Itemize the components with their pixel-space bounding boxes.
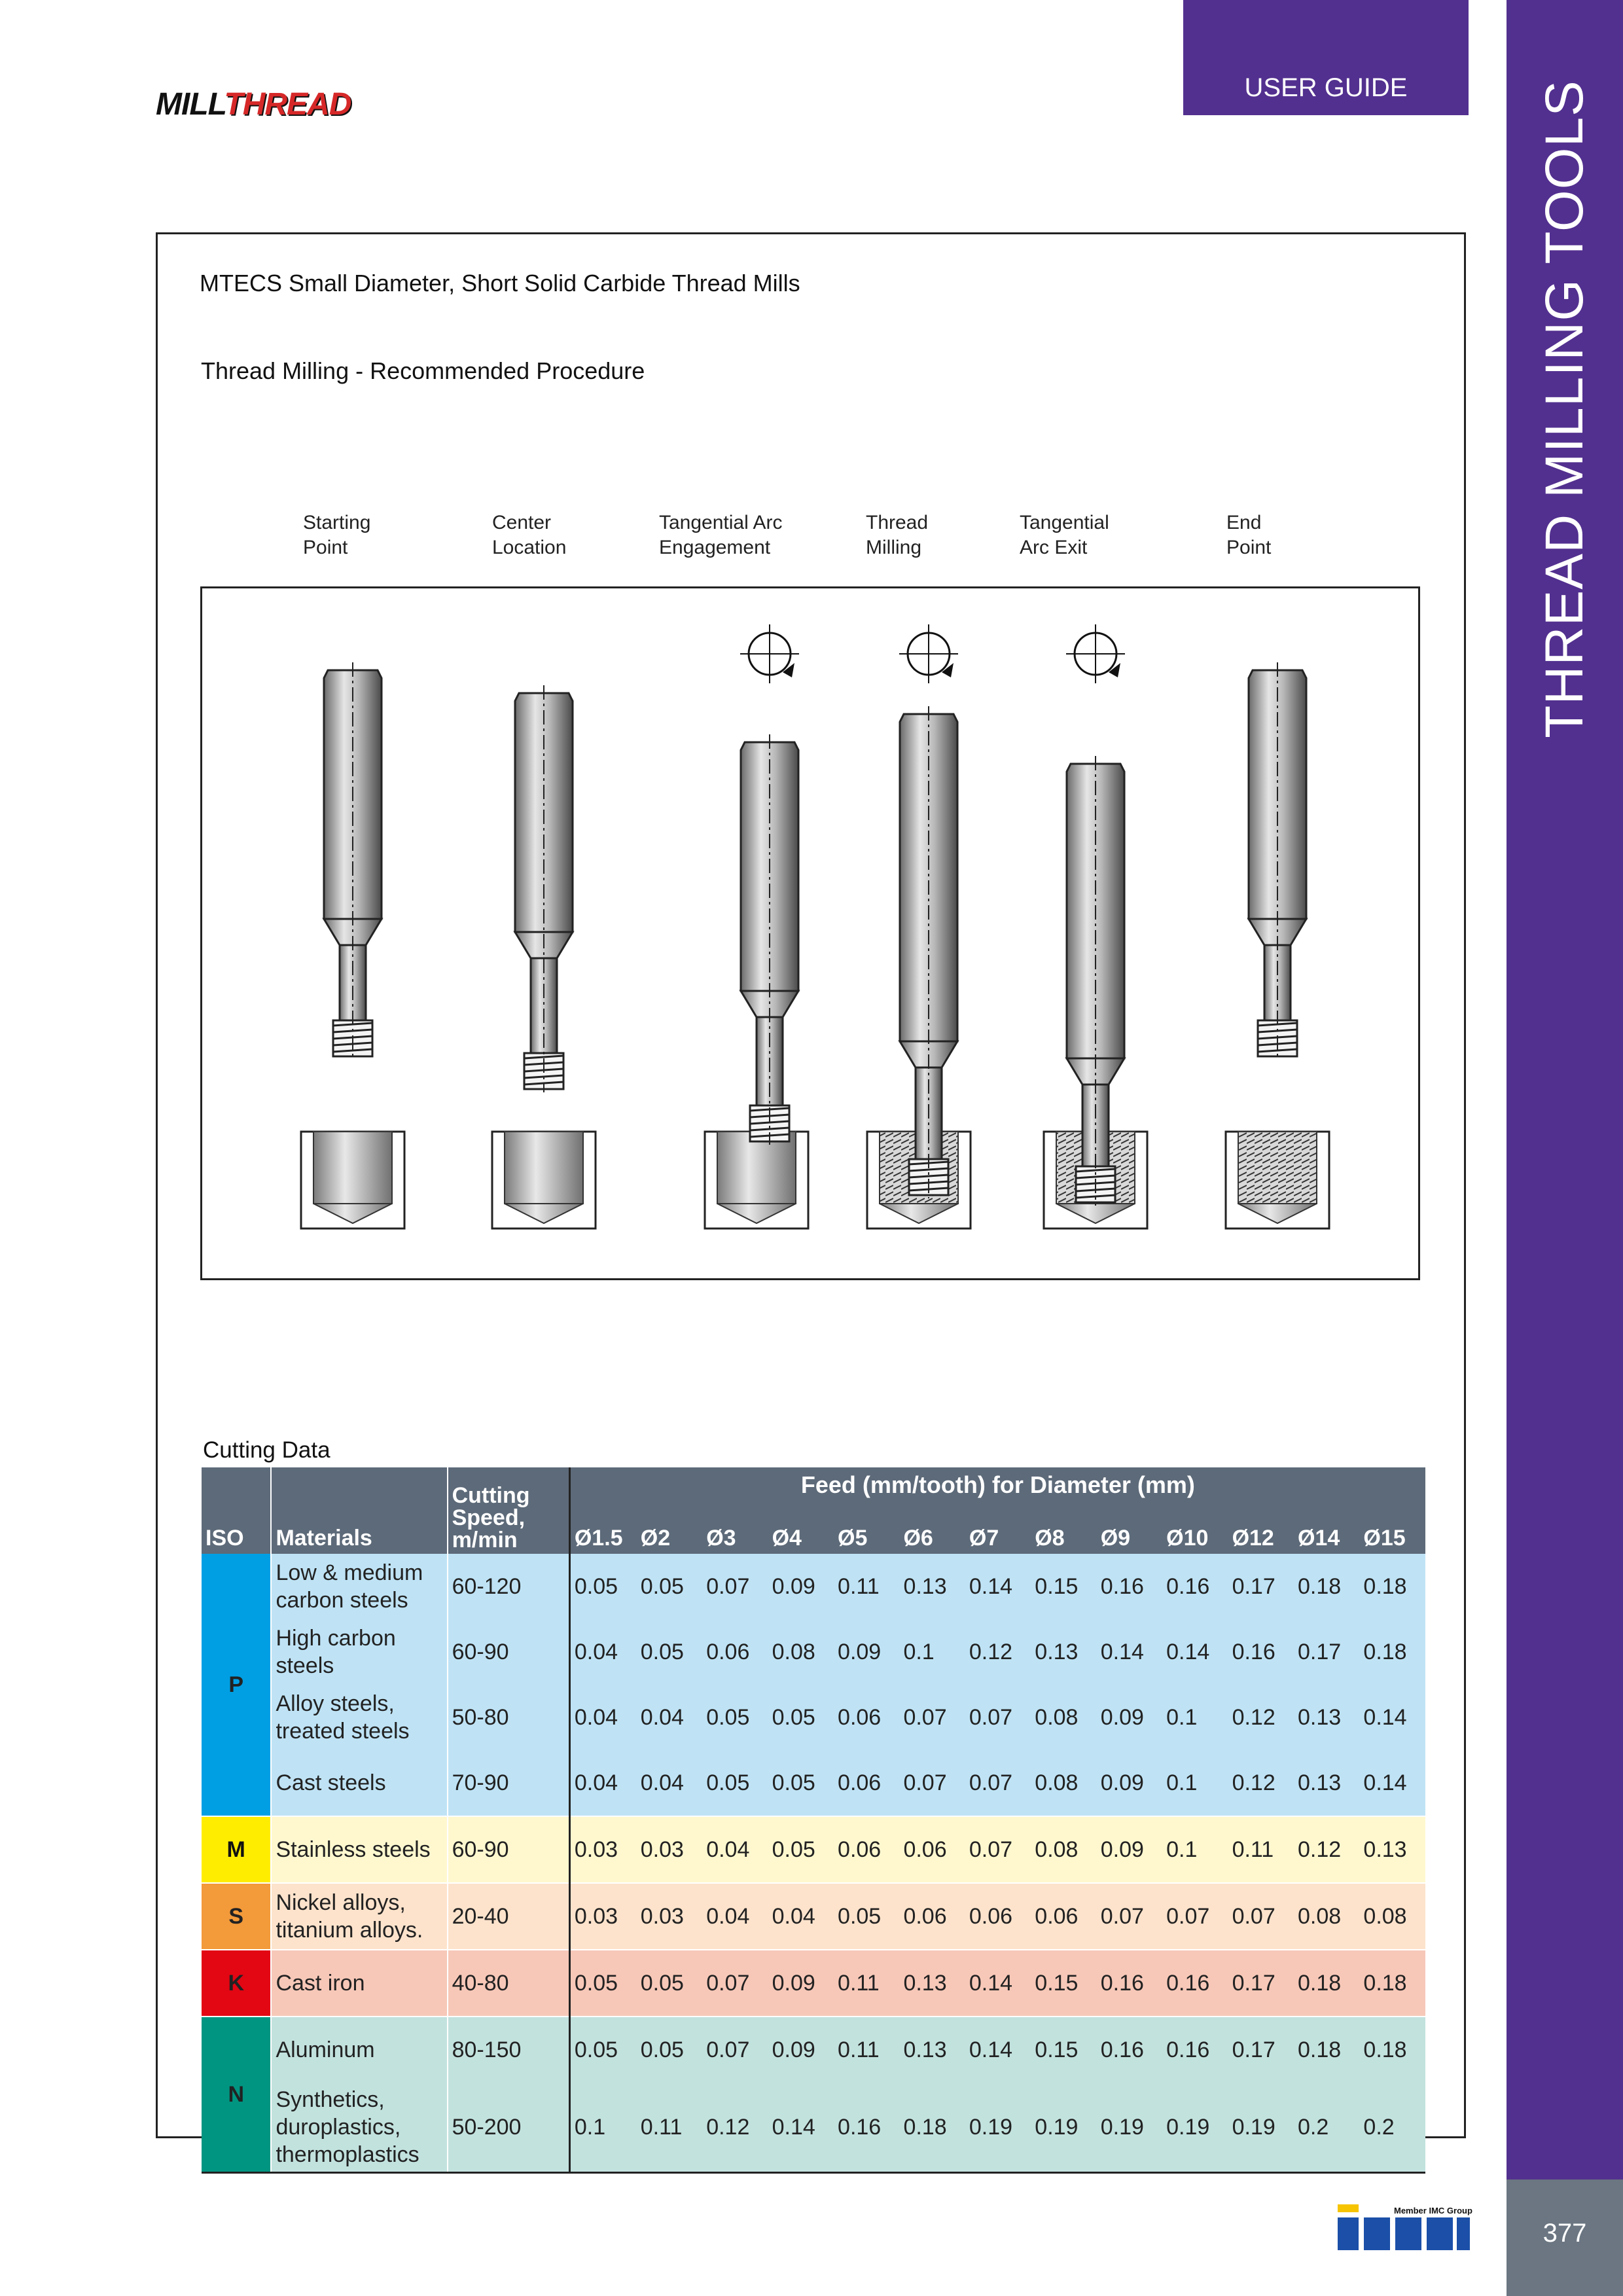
header-diameter: Ø10 (1162, 1511, 1228, 1554)
feed-cell: 0.15 (1035, 2037, 1079, 2062)
feed-cell: 0.14 (1363, 1770, 1407, 1795)
iso-group-cell: K (202, 1950, 271, 2017)
step-label-center-location (492, 511, 566, 560)
header-diameter: Ø12 (1228, 1511, 1294, 1554)
feed-cell: 0.16 (1100, 2037, 1144, 2062)
feed-cell: 0.06 (838, 1837, 882, 1862)
feed-cell: 0.03 (640, 1837, 684, 1862)
feed-cell: 0.03 (574, 1903, 618, 1929)
feed-cell: 0.2 (1363, 2114, 1395, 2140)
feed-cell: 0.07 (903, 1704, 947, 1730)
feed-cell: 0.06 (838, 1770, 882, 1795)
material-cell (271, 1685, 447, 1750)
feed-cell: 0.08 (1297, 1903, 1342, 1929)
material-line: Aluminum (276, 2037, 375, 2062)
feed-cell: 0.04 (772, 1903, 815, 1929)
feed-cell: 0.05 (640, 1639, 684, 1664)
header-diameter: Ø2 (637, 1511, 702, 1554)
feed-cell: 0.05 (640, 1970, 684, 1996)
speed-cell: 60-120 (448, 1554, 570, 1619)
user-guide-label: USER GUIDE (1244, 73, 1408, 102)
feed-cell: 0.19 (1100, 2114, 1144, 2140)
feed-cell: 0.14 (969, 1573, 1013, 1599)
feed-cell: 0.05 (706, 1770, 750, 1795)
feed-cell: 0.16 (1232, 1639, 1275, 1664)
page-number-box (1507, 2179, 1623, 2296)
material-line: Low & medium (276, 1560, 423, 1585)
table-row (202, 1619, 1425, 1685)
feed-cell: 0.06 (903, 1837, 947, 1862)
feed-cell: 0.16 (1166, 2037, 1210, 2062)
table-row (202, 1883, 1425, 1950)
header-diameter: Ø3 (702, 1511, 768, 1554)
step-label-line: Milling (866, 537, 922, 558)
material-line: High carbon (276, 1626, 396, 1651)
feed-cell: 0.06 (1035, 1903, 1079, 1929)
step-label-line: Location (492, 537, 567, 558)
feed-cell: 0.07 (969, 1704, 1013, 1730)
feed-cell: 0.09 (1100, 1770, 1144, 1795)
feed-cell: 0.19 (1035, 2114, 1079, 2140)
header-diameter: Ø5 (834, 1511, 899, 1554)
step-label-line: Tangential (1020, 512, 1109, 533)
feed-cell: 0.12 (1232, 1704, 1275, 1730)
feed-cell: 0.05 (574, 1573, 618, 1599)
feed-cell: 0.08 (1035, 1704, 1079, 1730)
material-line: steels (276, 1653, 334, 1678)
header-diameter: Ø1.5 (569, 1511, 636, 1554)
feed-cell: 0.1 (1166, 1837, 1198, 1862)
material-cell (271, 1883, 447, 1950)
logo-part-thread: THREAD (224, 87, 351, 122)
feed-cell: 0.07 (1232, 1903, 1275, 1929)
feed-cell: 0.18 (1363, 1573, 1407, 1599)
feed-cell: 0.16 (1100, 1970, 1144, 1996)
feed-cell: 0.04 (706, 1903, 750, 1929)
material-line: thermoplastics (276, 2142, 419, 2167)
feed-cell: 0.05 (772, 1704, 815, 1730)
feed-cell: 0.07 (706, 1573, 750, 1599)
material-line: Cast steels (276, 1770, 386, 1795)
feed-cell: 0.14 (969, 2037, 1013, 2062)
speed-cell: 60-90 (448, 1619, 570, 1685)
side-title-area (1507, 0, 1623, 738)
material-line: titanium alloys. (276, 1918, 423, 1943)
table-row (202, 1554, 1425, 1619)
feed-cell: 0.08 (1363, 1903, 1407, 1929)
material-line: Nickel alloys, (276, 1890, 406, 1915)
speed-cell: 80-150 (448, 2017, 570, 2083)
procedure-diagram (200, 586, 1420, 1280)
feed-cell: 0.14 (969, 1970, 1013, 1996)
side-title: THREAD MILLING TOOLS (1535, 80, 1594, 738)
cutting-data-label: Cutting Data (203, 1437, 330, 1463)
speed-cell: 70-90 (448, 1750, 570, 1816)
feed-cell: 0.05 (574, 2037, 618, 2062)
member-text: Member IMC Group (1394, 2206, 1472, 2215)
feed-cell: 0.17 (1232, 2037, 1275, 2062)
material-line: Synthetics, (276, 2087, 385, 2112)
feed-cell: 0.11 (838, 1970, 880, 1996)
feed-cell: 0.04 (574, 1704, 618, 1730)
feed-cell: 0.18 (1363, 1970, 1407, 1996)
feed-cell: 0.12 (706, 2114, 750, 2140)
feed-cell: 0.18 (903, 2114, 947, 2140)
step-label-thread-milling (866, 511, 928, 560)
step-label-arc-engagement (659, 511, 782, 560)
feed-cell: 0.11 (838, 1573, 880, 1599)
rotation-arrow-icon (783, 663, 794, 677)
step-label-line: Tangential Arc (659, 512, 783, 533)
feed-cell: 0.03 (574, 1837, 618, 1862)
header-materials: Materials (271, 1467, 447, 1554)
feed-cell: 0.15 (1035, 1970, 1079, 1996)
feed-cell: 0.03 (640, 1903, 684, 1929)
feed-cell: 0.1 (903, 1639, 935, 1664)
material-cell (271, 1816, 447, 1883)
feed-cell: 0.05 (772, 1837, 815, 1862)
header-diameter: Ø7 (965, 1511, 1031, 1554)
speed-cell: 50-80 (448, 1685, 570, 1750)
page-number: 377 (1543, 2219, 1587, 2248)
bore-hole (1238, 1132, 1317, 1204)
feed-cell: 0.17 (1232, 1970, 1275, 1996)
feed-cell: 0.04 (574, 1770, 618, 1795)
header-cutting-speed (448, 1467, 570, 1554)
step-label-line: Engagement (659, 537, 771, 558)
feed-cell: 0.06 (903, 1903, 947, 1929)
procedure-title: Thread Milling - Recommended Procedure (201, 357, 645, 384)
user-guide-tab (1183, 0, 1469, 115)
feed-cell: 0.06 (706, 1639, 750, 1664)
feed-cell: 0.18 (1363, 1639, 1407, 1664)
feed-cell: 0.09 (772, 1970, 815, 1996)
feed-cell: 0.16 (1166, 1970, 1210, 1996)
feed-cell: 0.05 (706, 1704, 750, 1730)
material-cell (271, 1619, 447, 1685)
material-cell (271, 1554, 447, 1619)
feed-cell: 0.09 (772, 2037, 815, 2062)
feed-cell: 0.09 (1100, 1704, 1144, 1730)
table-row (202, 2017, 1425, 2083)
iso-group-cell: M (202, 1816, 271, 1883)
step-label-line: Center (492, 512, 552, 533)
feed-cell: 0.13 (1297, 1704, 1342, 1730)
table-row (202, 1950, 1425, 2017)
feed-cell: 0.09 (1100, 1837, 1144, 1862)
header-diameter: Ø4 (768, 1511, 834, 1554)
feed-cell: 0.2 (1297, 2114, 1329, 2140)
feed-cell: 0.11 (640, 2114, 683, 2140)
feed-cell: 0.16 (1166, 1573, 1210, 1599)
cutting-data-body (202, 1554, 1425, 2173)
cutting-data-table (202, 1467, 1425, 2174)
material-cell (271, 1950, 447, 2017)
feed-cell: 0.08 (772, 1639, 815, 1664)
table-row (202, 2083, 1425, 2173)
feed-cell: 0.19 (1232, 2114, 1275, 2140)
material-line: Stainless steels (276, 1837, 431, 1862)
feed-cell: 0.04 (706, 1837, 750, 1862)
feed-cell: 0.04 (574, 1639, 618, 1664)
feed-cell: 0.05 (640, 2037, 684, 2062)
material-line: treated steels (276, 1719, 410, 1744)
feed-cell: 0.16 (838, 2114, 882, 2140)
feed-cell: 0.04 (640, 1770, 684, 1795)
header-diameter: Ø15 (1359, 1511, 1425, 1554)
feed-cell: 0.06 (969, 1903, 1013, 1929)
step-label-starting-point (303, 511, 370, 560)
header-diameter: Ø8 (1031, 1511, 1096, 1554)
feed-cell: 0.14 (1166, 1639, 1210, 1664)
feed-cell: 0.18 (1297, 1573, 1342, 1599)
feed-cell: 0.07 (1166, 1903, 1210, 1929)
iscar-logo (1335, 2199, 1472, 2251)
feed-cell: 0.08 (1035, 1837, 1079, 1862)
feed-cell: 0.18 (1297, 2037, 1342, 2062)
feed-cell: 0.13 (1297, 1770, 1342, 1795)
tool-sequence (301, 624, 1329, 1229)
speed-cell: 40-80 (448, 1950, 570, 2017)
iscar-logo-svg (1335, 2199, 1472, 2251)
feed-cell: 0.13 (903, 1573, 947, 1599)
feed-cell: 0.07 (706, 1970, 750, 1996)
feed-cell: 0.16 (1100, 1573, 1144, 1599)
header-diameter: Ø6 (899, 1511, 965, 1554)
feed-cell: 0.11 (838, 2037, 880, 2062)
feed-cell: 0.13 (903, 2037, 947, 2062)
header-speed-line: Speed, (452, 1505, 526, 1530)
feed-cell: 0.07 (969, 1770, 1013, 1795)
feed-cell: 0.17 (1297, 1639, 1342, 1664)
step-label-line: Point (1226, 537, 1272, 558)
feed-cell: 0.12 (1232, 1770, 1275, 1795)
material-cell (271, 2083, 447, 2173)
feed-cell: 0.14 (1363, 1704, 1407, 1730)
material-line: Cast iron (276, 1971, 365, 1996)
bore-hole (313, 1132, 392, 1204)
material-cell (271, 2017, 447, 2083)
feed-cell: 0.1 (574, 2114, 606, 2140)
material-line: carbon steels (276, 1588, 408, 1613)
procedure-diagram-svg (202, 588, 1418, 1278)
feed-cell: 0.09 (838, 1639, 882, 1664)
feed-cell: 0.19 (1166, 2114, 1210, 2140)
speed-cell: 20-40 (448, 1883, 570, 1950)
header-diameter: Ø14 (1294, 1511, 1359, 1554)
feed-cell: 0.07 (1100, 1903, 1144, 1929)
feed-cell: 0.18 (1297, 1970, 1342, 1996)
feed-cell: 0.13 (1363, 1837, 1407, 1862)
feed-cell: 0.1 (1166, 1704, 1198, 1730)
millthread-logo (156, 86, 351, 122)
header-speed-line: Cutting (452, 1483, 530, 1508)
iso-group-cell: P (202, 1554, 271, 1816)
header-iso: ISO (202, 1467, 271, 1554)
step-label-line: Starting (303, 512, 371, 533)
feed-cell: 0.05 (640, 1573, 684, 1599)
feed-cell: 0.14 (1100, 1639, 1144, 1664)
feed-cell: 0.05 (574, 1970, 618, 1996)
header-diameter: Ø9 (1097, 1511, 1162, 1554)
iso-group-cell: N (202, 2017, 271, 2173)
header-feed: Feed (mm/tooth) for Diameter (mm) (569, 1467, 1425, 1511)
speed-cell: 60-90 (448, 1816, 570, 1883)
page-title: MTECS Small Diameter, Short Solid Carbide Thread Mills (200, 270, 800, 296)
iso-group-cell: S (202, 1883, 271, 1950)
feed-cell: 0.19 (969, 2114, 1013, 2140)
step-label-arc-exit (1020, 511, 1109, 560)
rotation-arrow-icon (1109, 663, 1120, 677)
feed-cell: 0.07 (969, 1837, 1013, 1862)
speed-cell: 50-200 (448, 2083, 570, 2173)
step-label-end-point (1226, 511, 1271, 560)
feed-cell: 0.08 (1035, 1770, 1079, 1795)
feed-cell: 0.15 (1035, 1573, 1079, 1599)
feed-cell: 0.12 (1297, 1837, 1342, 1862)
feed-cell: 0.11 (1232, 1837, 1274, 1862)
header-speed-line: m/min (452, 1528, 518, 1552)
feed-cell: 0.13 (903, 1970, 947, 1996)
feed-cell: 0.07 (706, 2037, 750, 2062)
table-row (202, 1816, 1425, 1883)
bore-hole (505, 1132, 583, 1204)
table-row (202, 1750, 1425, 1816)
feed-cell: 0.13 (1035, 1639, 1079, 1664)
step-label-line: Arc Exit (1020, 537, 1088, 558)
material-cell (271, 1750, 447, 1816)
feed-cell: 0.1 (1166, 1770, 1198, 1795)
material-line: duroplastics, (276, 2115, 401, 2140)
rotation-arrow-icon (942, 663, 954, 677)
step-label-line: End (1226, 512, 1262, 533)
feed-cell: 0.05 (838, 1903, 882, 1929)
feed-cell: 0.17 (1232, 1573, 1275, 1599)
feed-cell: 0.09 (772, 1573, 815, 1599)
step-label-line: Thread (866, 512, 929, 533)
table-row (202, 1685, 1425, 1750)
material-line: Alloy steels, (276, 1691, 395, 1716)
feed-cell: 0.05 (772, 1770, 815, 1795)
feed-cell: 0.04 (640, 1704, 684, 1730)
feed-cell: 0.14 (772, 2114, 815, 2140)
feed-cell: 0.12 (969, 1639, 1013, 1664)
feed-cell: 0.06 (838, 1704, 882, 1730)
feed-cell: 0.18 (1363, 2037, 1407, 2062)
step-label-line: Point (303, 537, 348, 558)
logo-part-mill: MILL (156, 87, 224, 122)
feed-cell: 0.07 (903, 1770, 947, 1795)
